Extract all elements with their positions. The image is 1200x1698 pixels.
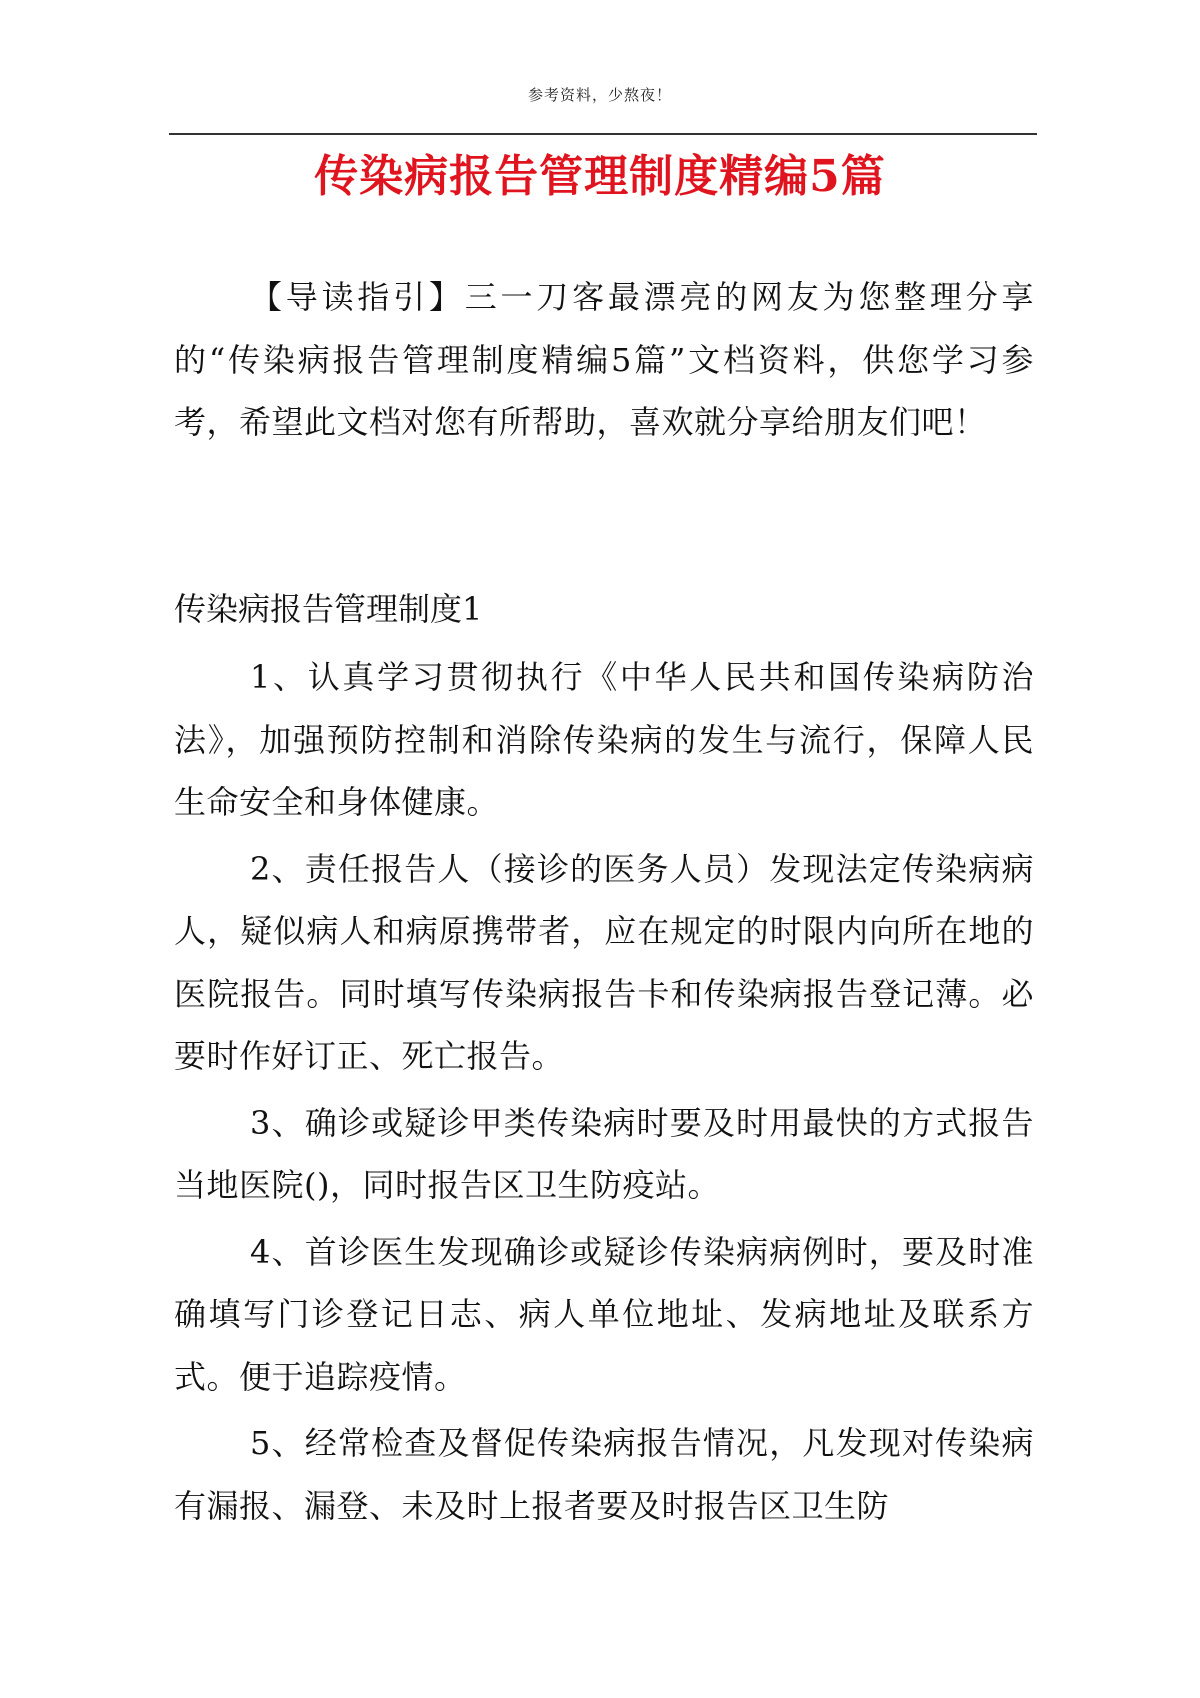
list-item: 1、认真学习贯彻执行《中华人民共和国传染病防治法》，加强预防控制和消除传染病的发生与流行，保障人民生命安全和身体健康。 — [174, 658, 1034, 821]
intro-paragraph: 【导读指引】三一刀客最漂亮的网友为您整理分享的“传染病报告管理制度精编5篇”文档资料，供您学习参考，希望此文档对您有所帮助，喜欢就分享给朋友们吧！ — [174, 278, 1034, 441]
list-item: 5、经常检查及督促传染病报告情况，凡发现对传染病有漏报、漏登、未及时上报者要及时报告区卫生防 — [174, 1424, 1034, 1525]
document-title: 传染病报告管理制度精编5篇 — [314, 151, 886, 202]
section-heading: 传染病报告管理制度1 — [174, 590, 483, 628]
running-header: 参考资料，少熬夜！ — [527, 86, 672, 104]
section-body — [174, 646, 1034, 1537]
list-item: 4、首诊医生发现确诊或疑诊传染病病例时，要及时准确填写门诊登记日志、病人单位地址、发病地址及联系方式。便于追踪疫情。 — [174, 1232, 1034, 1396]
list-item: 3、确诊或疑诊甲类传染病时要及时用最快的方式报告当地医院()，同时报告区卫生防疫站。 — [174, 1103, 1034, 1204]
list-item: 2、责任报告人（接诊的医务人员）发现法定传染病病人，疑似病人和病原携带者，应在规定的时限内向所在地的医院报告。同时填写传染病报告卡和传染病报告登记薄。必要时作好订正、死亡报告。 — [174, 849, 1034, 1075]
header-divider — [169, 133, 1037, 135]
